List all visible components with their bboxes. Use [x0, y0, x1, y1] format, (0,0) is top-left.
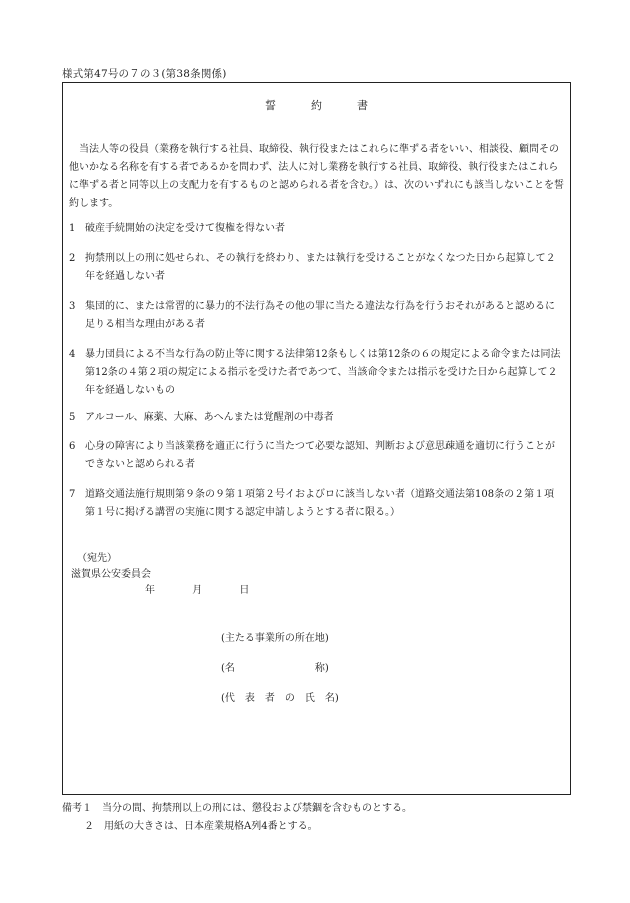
item-text: 暴力団員による不当な行為の防止等に関する法律第12条もしくは第12条の６の規定による命令または同法第12条の４第２項の規定による指示を受けた者であつて、当該命令または指示を受けた日から起算して２年を経過しないもの [85, 349, 561, 396]
item-number: 1 [69, 223, 76, 234]
pledge-item-2 [69, 250, 564, 286]
pledge-item-5 [69, 409, 564, 427]
pledge-item-6 [69, 438, 564, 474]
pledge-item-7 [69, 486, 564, 522]
item-text: 集団的に、または常習的に暴力的不法行為その他の罪に当たる違法な行為を行うおそれがあると認めるに足りる相当な理由がある者 [85, 301, 555, 330]
intro-paragraph: 当法人等の役員（業務を執行する社員、取締役、執行役またはこれらに準ずる者をいい、相談役、顧問その他いかなる名称を有する者であるかを問わず、法人に対し業務を執行する社員、取締役、執行役またはこれらに準ずる者と同等以上の支配力を有するものと認められる者を含む。）は、次のいずれにも該当しないことを誓約します。 [69, 144, 564, 209]
remarks [62, 800, 412, 836]
item-text: 拘禁刑以上の刑に処せられ、その執行を終わり、または執行を受けることがなくなつた日から起算して２年を経過しない者 [85, 253, 556, 282]
addressee-name: 滋賀県公安委員会 [71, 569, 151, 580]
pledge-item-3 [69, 298, 564, 334]
date-day: 日 [239, 585, 250, 596]
company-name-field: (名 称) [221, 663, 329, 674]
document-title: 誓 約 書 [265, 99, 380, 112]
item-number: 5 [69, 412, 76, 423]
date-month: 月 [192, 585, 203, 596]
item-number: 7 [69, 489, 76, 500]
item-number: 6 [69, 441, 76, 452]
item-number: 3 [69, 301, 76, 312]
item-text: 破産手続開始の決定を受けて復権を得ない者 [85, 223, 285, 234]
item-number: 2 [69, 253, 76, 264]
remark-2: ２ 用紙の大きさは、日本産業規格A列4番とする。 [84, 821, 318, 832]
pledge-form-box [62, 82, 571, 795]
pledge-item-4 [69, 346, 564, 400]
item-text: 道路交通法施行規則第９条の９第１項第２号イおよびロに該当しない者（道路交通法第108条の２第１項第１号に掲げる講習の実施に関する認定申請しようとする者に限る。） [85, 489, 555, 518]
item-text: 心身の障害により当該業務を適正に行うに当たつて必要な認知、判断および意思疎通を適切に行うことができないと認められる者 [85, 441, 555, 470]
form-number: 様式第47号の７の３(第38条関係) [62, 68, 227, 80]
representative-name-field: (代 表 者 の 氏 名) [221, 693, 339, 704]
remark-1: 備考１ 当分の間、拘禁刑以上の刑には、懲役および禁錮を含むものとする。 [62, 803, 412, 814]
item-text: アルコール、麻薬、大麻、あへんまたは覚醒剤の中毒者 [85, 412, 334, 423]
office-address-field: (主たる事業所の所在地) [221, 633, 329, 644]
addressee-label: （宛先） [77, 553, 117, 564]
date-year: 年 [145, 585, 155, 596]
item-number: 4 [69, 349, 76, 360]
pledge-item-1 [69, 220, 564, 238]
date-line [145, 581, 249, 596]
